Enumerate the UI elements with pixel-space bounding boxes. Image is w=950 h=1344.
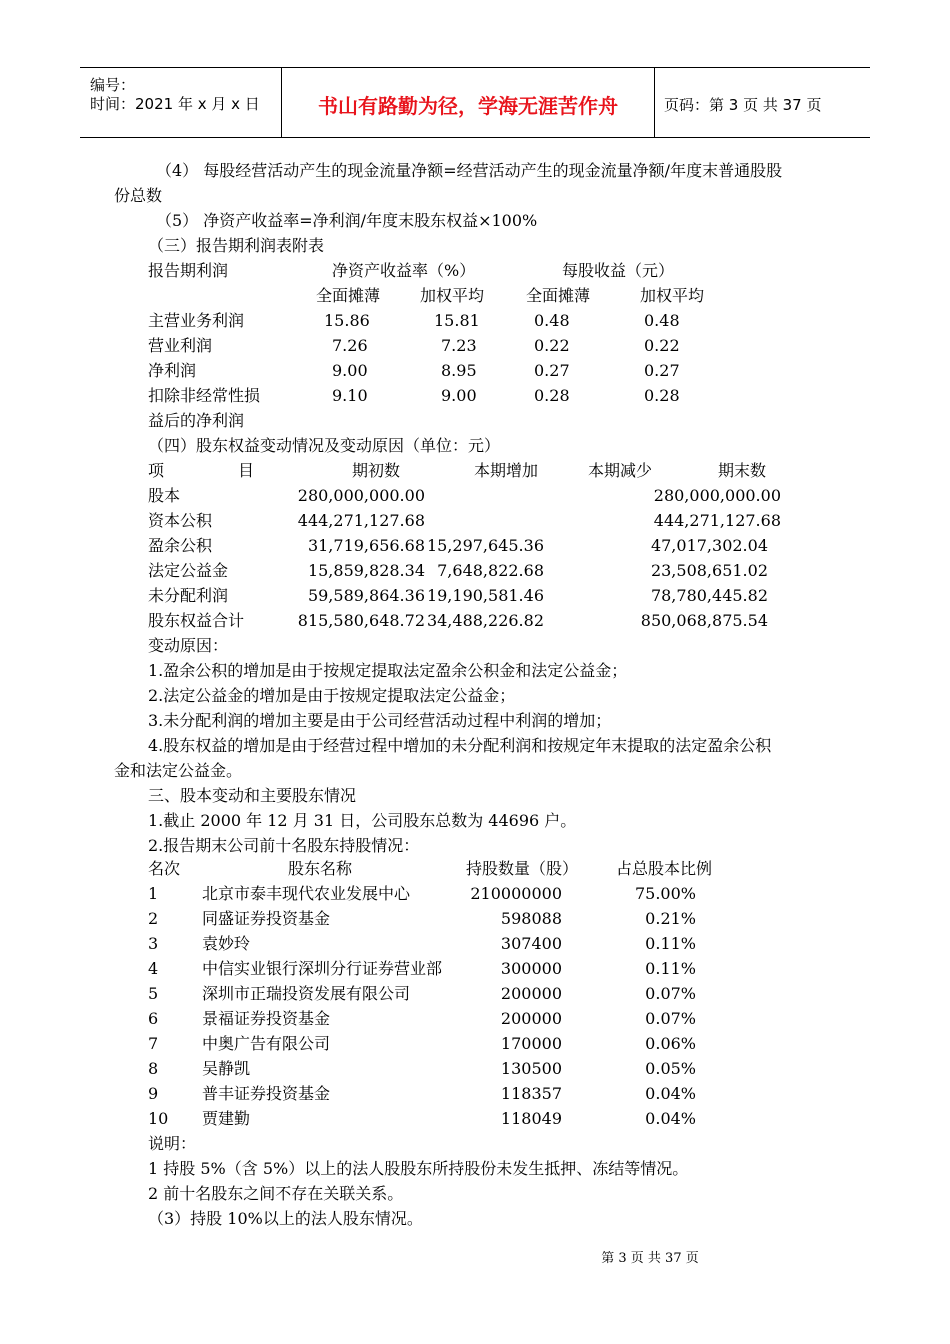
equity-header-item: 项 bbox=[148, 461, 165, 480]
top10-header-rank: 名次 bbox=[148, 859, 181, 878]
profit-table-col-title: 报告期利润 bbox=[148, 261, 229, 280]
profit-table-sub-weighted-eps: 加权平均 bbox=[640, 286, 705, 305]
table-cell: 9.00 bbox=[332, 361, 368, 380]
top10-title: 2.报告期末公司前十名股东持股情况： bbox=[148, 836, 420, 855]
table-cell: 0.04% bbox=[645, 1084, 696, 1103]
row-label: 资本公积 bbox=[148, 511, 213, 530]
table-cell: 75.00% bbox=[634, 884, 696, 903]
table-cell: 9.00 bbox=[441, 386, 477, 405]
table-cell: 47,017,302.04 bbox=[650, 536, 768, 555]
top10-header-qty: 持股数量（股） bbox=[466, 859, 579, 878]
document-number-label: 编号： bbox=[90, 76, 136, 94]
table-cell: 15,297,645.36 bbox=[426, 536, 544, 555]
table-cell: 景福证券投资基金 bbox=[202, 1009, 331, 1028]
table-cell: 850,068,875.54 bbox=[640, 611, 768, 630]
header-motto-cell bbox=[282, 68, 655, 137]
table-cell: 0.22 bbox=[534, 336, 570, 355]
header-motto: 书山有路勤为径，学海无涯苦作舟 bbox=[318, 94, 618, 118]
reason-4: 4.股东权益的增加是由于经营过程中增加的未分配利润和按规定年末提取的法定盈余公积 bbox=[148, 736, 772, 755]
table-cell: 7,648,822.68 bbox=[437, 561, 544, 580]
table-cell: 78,780,445.82 bbox=[650, 586, 768, 605]
table-cell: 普丰证券投资基金 bbox=[202, 1084, 331, 1103]
row-label: 股本 bbox=[148, 486, 181, 505]
item5: （5） 净资产收益率=净利润/年度末股东权益×100% bbox=[156, 211, 538, 230]
row-label-continuation: 益后的净利润 bbox=[148, 411, 245, 430]
equity-header-increase: 本期增加 bbox=[474, 461, 539, 480]
table-cell: 9 bbox=[148, 1084, 159, 1103]
table-cell: 280,000,000.00 bbox=[653, 486, 781, 505]
table-cell: 0.07% bbox=[645, 984, 696, 1003]
table-cell: 15.86 bbox=[324, 311, 370, 330]
top10-header-name: 股东名称 bbox=[288, 859, 353, 878]
table-cell: 3 bbox=[148, 934, 159, 953]
table-cell: 15,859,828.34 bbox=[307, 561, 425, 580]
table-cell: 0.28 bbox=[534, 386, 570, 405]
table-cell: 贾建勤 bbox=[202, 1109, 251, 1128]
equity-section-title: （四）股东权益变动情况及变动原因（单位：元） bbox=[148, 436, 501, 455]
profit-table-sub-weighted-roe: 加权平均 bbox=[420, 286, 485, 305]
table-cell: 0.28 bbox=[644, 386, 680, 405]
table-cell: 118357 bbox=[500, 1084, 562, 1103]
table-cell: 中奥广告有限公司 bbox=[202, 1034, 331, 1053]
page-header bbox=[80, 67, 870, 138]
table-cell: 300000 bbox=[500, 959, 562, 978]
item4-line1: （4） 每股经营活动产生的现金流量净额=经营活动产生的现金流量净额/年度末普通股股 bbox=[156, 161, 783, 180]
table-cell: 0.27 bbox=[534, 361, 570, 380]
profit-table-sub-diluted-eps: 全面摊薄 bbox=[526, 286, 591, 305]
row-label: 盈余公积 bbox=[148, 536, 213, 555]
header-page-cell bbox=[655, 68, 870, 137]
table-cell: 200000 bbox=[500, 984, 562, 1003]
holders-count: 1.截止 2000 年 12 月 31 日，公司股东总数为 44696 户。 bbox=[148, 811, 577, 830]
table-cell: 118049 bbox=[500, 1109, 562, 1128]
table-cell: 0.06% bbox=[645, 1034, 696, 1053]
table-cell: 0.22 bbox=[644, 336, 680, 355]
header-info-cell bbox=[80, 68, 282, 137]
table-cell: 210000000 bbox=[470, 884, 562, 903]
table-cell: 吴静凯 bbox=[202, 1059, 251, 1078]
reason-4-continuation: 金和法定公益金。 bbox=[114, 761, 243, 780]
table-cell: 8.95 bbox=[441, 361, 477, 380]
table-cell: 0.21% bbox=[645, 909, 696, 928]
table-cell: 23,508,651.02 bbox=[650, 561, 768, 580]
header-page-number: 页码：第 3 页 共 37 页 bbox=[664, 96, 822, 114]
table-cell: 7 bbox=[148, 1034, 159, 1053]
table-cell: 59,589,864.36 bbox=[307, 586, 425, 605]
note-1: 1 持股 5%（含 5%）以上的法人股股东所持股份未发生抵押、冻结等情况。 bbox=[148, 1159, 689, 1178]
table-cell: 34,488,226.82 bbox=[426, 611, 544, 630]
table-cell: 0.11% bbox=[645, 934, 696, 953]
equity-header-end: 期末数 bbox=[718, 461, 767, 480]
reason-title: 变动原因： bbox=[148, 636, 229, 655]
table-cell: 598088 bbox=[500, 909, 562, 928]
item4-line2: 份总数 bbox=[114, 186, 163, 205]
table-cell: 444,271,127.68 bbox=[653, 511, 781, 530]
note-2: 2 前十名股东之间不存在关联关系。 bbox=[148, 1184, 404, 1203]
equity-header-decrease: 本期减少 bbox=[588, 461, 653, 480]
row-label: 营业利润 bbox=[148, 336, 213, 355]
table-cell: 8 bbox=[148, 1059, 159, 1078]
row-label: 扣除非经常性损 bbox=[148, 386, 261, 405]
table-cell: 2 bbox=[148, 909, 159, 928]
table-cell: 130500 bbox=[500, 1059, 562, 1078]
table-cell: 31,719,656.68 bbox=[307, 536, 425, 555]
table-cell: 0.48 bbox=[644, 311, 680, 330]
table-cell: 深圳市正瑞投资发展有限公司 bbox=[202, 984, 411, 1003]
table-cell: 10 bbox=[148, 1109, 169, 1128]
table-cell: 北京市泰丰现代农业发展中心 bbox=[202, 884, 411, 903]
equity-header-begin: 期初数 bbox=[352, 461, 401, 480]
table-cell: 170000 bbox=[500, 1034, 562, 1053]
profit-table-group-roe: 净资产收益率（%） bbox=[332, 261, 476, 280]
table-cell: 袁妙玲 bbox=[202, 934, 251, 953]
row-label: 股东权益合计 bbox=[148, 611, 245, 630]
table-cell: 同盛证券投资基金 bbox=[202, 909, 331, 928]
table-cell: 5 bbox=[148, 984, 159, 1003]
row-label: 未分配利润 bbox=[148, 586, 229, 605]
table-cell: 4 bbox=[148, 959, 159, 978]
table-cell: 444,271,127.68 bbox=[297, 511, 425, 530]
profit-table-sub-diluted-roe: 全面摊薄 bbox=[316, 286, 381, 305]
table-cell: 0.11% bbox=[645, 959, 696, 978]
page-footer: 第 3 页 共 37 页 bbox=[601, 1251, 699, 1266]
document-date-label: 时间：2021 年 x 月 x 日 bbox=[90, 95, 260, 113]
table-cell: 7.23 bbox=[441, 336, 477, 355]
table-cell: 6 bbox=[148, 1009, 159, 1028]
row-label: 主营业务利润 bbox=[148, 311, 245, 330]
top10-header-ratio: 占总股本比例 bbox=[616, 859, 713, 878]
reason-1: 1.盈余公积的增加是由于按规定提取法定盈余公积金和法定公益金； bbox=[148, 661, 628, 680]
row-label: 净利润 bbox=[148, 361, 197, 380]
table-cell: 19,190,581.46 bbox=[426, 586, 544, 605]
note-title: 说明： bbox=[148, 1134, 197, 1153]
table-cell: 280,000,000.00 bbox=[297, 486, 425, 505]
shares-section-title: 三、股本变动和主要股东情况 bbox=[148, 786, 357, 805]
item3-major-holders: （3）持股 10%以上的法人股东情况。 bbox=[148, 1209, 423, 1228]
table-cell: 9.10 bbox=[332, 386, 368, 405]
table-cell: 1 bbox=[148, 884, 159, 903]
reason-3: 3.未分配利润的增加主要是由于公司经营活动过程中利润的增加； bbox=[148, 711, 612, 730]
equity-header-item-2: 目 bbox=[238, 461, 255, 480]
table-cell: 15.81 bbox=[434, 311, 480, 330]
table-cell: 307400 bbox=[500, 934, 562, 953]
section3-title: （三）报告期利润表附表 bbox=[148, 236, 325, 255]
table-cell: 7.26 bbox=[332, 336, 368, 355]
profit-table-group-eps: 每股收益（元） bbox=[562, 261, 675, 280]
table-cell: 0.07% bbox=[645, 1009, 696, 1028]
table-cell: 0.05% bbox=[645, 1059, 696, 1078]
table-cell: 0.48 bbox=[534, 311, 570, 330]
table-cell: 200000 bbox=[500, 1009, 562, 1028]
row-label: 法定公益金 bbox=[148, 561, 229, 580]
table-cell: 中信实业银行深圳分行证券营业部 bbox=[202, 959, 443, 978]
table-cell: 0.27 bbox=[644, 361, 680, 380]
table-cell: 815,580,648.72 bbox=[297, 611, 425, 630]
reason-2: 2.法定公益金的增加是由于按规定提取法定公益金； bbox=[148, 686, 516, 705]
table-cell: 0.04% bbox=[645, 1109, 696, 1128]
